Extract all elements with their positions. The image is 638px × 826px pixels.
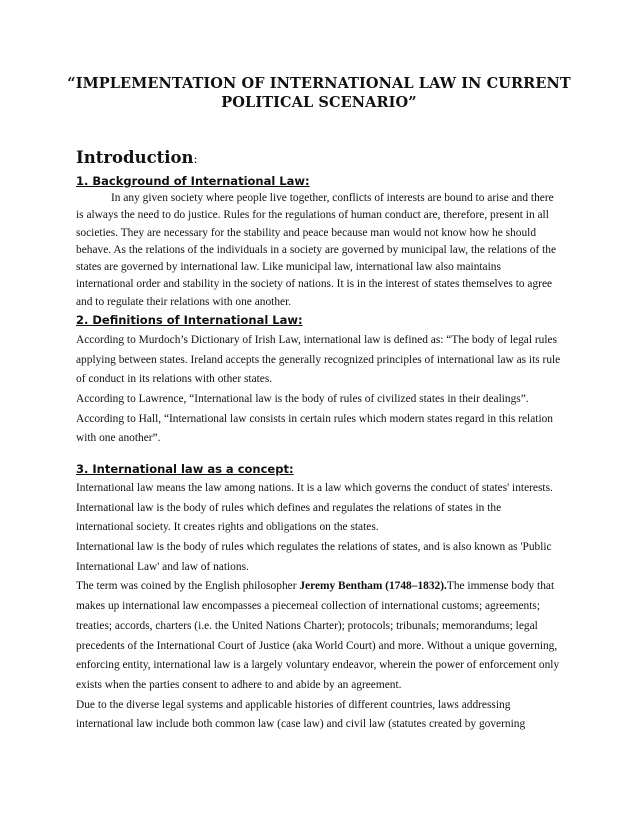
section-3-title-colon: :: [288, 462, 294, 476]
text-line: International law means the law among nations. It is a law which governs the conduct of states' interests.: [76, 482, 553, 494]
bentham-name: Jeremy Bentham (1748–1832).: [299, 580, 447, 593]
section-3-title: [76, 462, 294, 476]
text-line: According to Hall, “International law consists in certain rules which modern states regard in this relation: [76, 412, 553, 425]
text-line: makes up international law encompasses a piecemeal collection of international customs; agreements;: [76, 600, 541, 613]
title-line: “IMPLEMENTATION OF INTERNATIONAL LAW IN CURRENT: [67, 75, 571, 92]
text-line: treaties; accords, charters (i.e. the United Nations Charter); protocols; tribunals; memorandums; legal: [76, 619, 538, 632]
text-line: According to Murdoch’s Dictionary of Irish Law, international law is defined as: “The body of legal rules: [76, 334, 558, 346]
text-line: applying between states. Ireland accepts the generally recognized principles of international law as its rule: [76, 353, 561, 366]
text-line: precedents of the International Court of Justice (aka World Court) and more. Without a unique governing,: [76, 639, 558, 652]
section-2-body: [76, 331, 566, 449]
section-3-title-text: 3. International law as a concept: [76, 462, 289, 476]
text-line: states are governed by international law. Like municipal law, international law also maintains: [76, 261, 501, 274]
section-3-body: [76, 479, 566, 735]
text-line: with one another”.: [76, 432, 161, 445]
text-line: is always the need to do justice. Rules for the regulations of human conduct are, therefore, present in all: [76, 209, 549, 222]
text-line: Due to the diverse legal systems and applicable histories of different countries, laws addressing: [76, 698, 511, 711]
title-line: POLITICAL SCENARIO”: [221, 94, 417, 111]
text-line: International law is the body of rules which defines and regulates the relations of states in the: [76, 501, 502, 514]
introduction-heading: [76, 148, 198, 167]
text-line: exists when the parties consent to adhere to and abide by an agreement.: [76, 678, 402, 691]
text-line: International law is the body of rules which regulates the relations of states, and is also known as 'Public: [76, 541, 552, 554]
section-2-title: 2. Definitions of International Law:: [76, 313, 303, 327]
text-line: international order and stability in the society of nations. It is in the interest of states themselves to agree: [76, 278, 553, 291]
text-line: international society. It creates rights and obligations on the states.: [76, 521, 379, 534]
bentham-suffix: The immense body that: [446, 580, 555, 593]
text-line: According to Lawrence, “International law is the body of rules of civilized states in their dealings”.: [76, 393, 529, 406]
bentham-line: [76, 577, 566, 597]
text-line: behave. As the relations of the individuals in a society are governed by municipal law, the relations of the: [76, 243, 557, 256]
bentham-prefix: The term was coined by the English philosopher: [76, 580, 300, 593]
section-1-body: [76, 190, 566, 311]
text-line: enforcing entity, international law is a largely voluntary endeavor, wherein the power of enforcement only: [76, 659, 560, 672]
text-line: of conduct in its relations with other states.: [76, 373, 273, 386]
section-1-title: 1. Background of International Law:: [76, 174, 310, 188]
heading-colon: :: [193, 152, 198, 166]
heading-text: Introduction: [76, 148, 194, 167]
text-line: international law include both common law (case law) and civil law (statutes created by governing: [76, 718, 526, 731]
text-line: In any given society where people live together, conflicts of interests are bound to arise and there: [111, 192, 554, 204]
text-line: and to regulate their relations with one another.: [76, 295, 292, 308]
document-title: [60, 74, 578, 112]
text-line: International Law' and law of nations.: [76, 560, 249, 573]
text-line: societies. They are necessary for the stability and peace because man would not know how he should: [76, 226, 537, 239]
